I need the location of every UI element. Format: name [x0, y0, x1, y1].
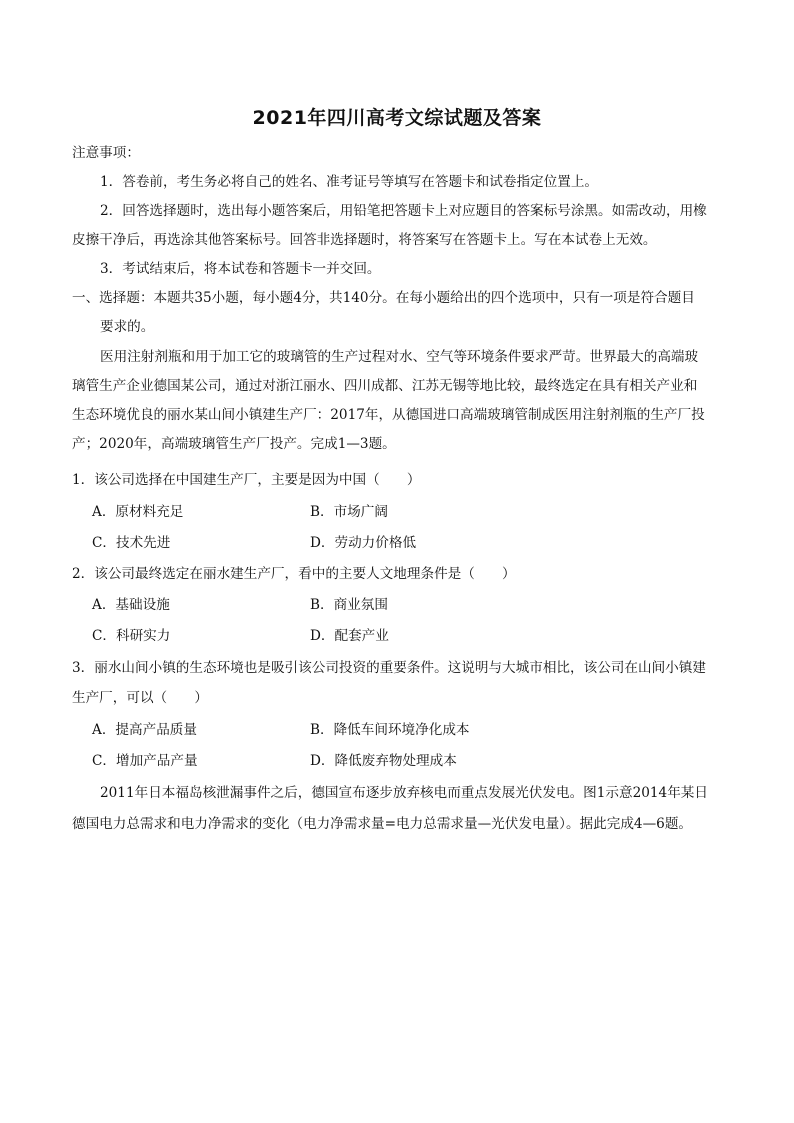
- passage-1-line: 产；2020年，高端玻璃管生产厂投产。完成1—3题。: [72, 436, 396, 452]
- question-2-option-b: B．商业氛围: [310, 597, 388, 613]
- passage-1-line: 生态环境优良的丽水某山间小镇建生产厂：2017年，从德国进口高端玻璃管制成医用注射剂瓶的生产厂投: [72, 407, 705, 423]
- question-2-stem: 2．该公司最终选定在丽水建生产厂，看中的主要人文地理条件是（ ）: [72, 566, 516, 582]
- question-2-option-a: A．基础设施: [92, 597, 170, 613]
- passage-1-line: 医用注射剂瓶和用于加工它的玻璃管的生产过程对水、空气等环境条件要求严苛。世界最大的高端玻: [100, 349, 699, 365]
- question-2-option-d: D．配套产业: [310, 628, 389, 644]
- question-3-option-c: C．增加产品产量: [92, 753, 198, 769]
- question-1-stem: 1．该公司选择在中国建生产厂，主要是因为中国（ ）: [72, 472, 421, 488]
- notice-item-2-line-1: 2．回答选择题时，选出每小题答案后，用铅笔把答题卡上对应题目的答案标号涂黑。如需改动，用橡: [100, 203, 707, 219]
- passage-2-line: 德国电力总需求和电力净需求的变化（电力净需求量=电力总需求量—光伏发电量）。据此完成4—6题。: [72, 816, 693, 832]
- section-heading-line-2: 要求的。: [100, 319, 155, 335]
- question-2-option-c: C．科研实力: [92, 628, 171, 644]
- question-3-option-d: D．降低废弃物处理成本: [310, 753, 457, 769]
- notice-item-3: 3．考试结束后，将本试卷和答题卡一并交回。: [100, 261, 381, 277]
- page-title: 2021年四川高考文综试题及答案: [252, 107, 542, 129]
- question-3-stem-line-2: 生产厂，可以（ ）: [72, 690, 208, 706]
- question-3-option-b: B．降低车间环境净化成本: [310, 722, 470, 738]
- question-3-stem-line-1: 3．丽水山间小镇的生态环境也是吸引该公司投资的重要条件。这说明与大城市相比，该公司在山间小镇建: [72, 660, 706, 676]
- question-1-option-c: C．技术先进: [92, 535, 171, 551]
- question-3-option-a: A．提高产品质量: [92, 722, 197, 738]
- passage-1-line: 璃管生产企业德国某公司，通过对浙江丽水、四川成都、江苏无锡等地比较，最终选定在具有相关产业和: [72, 378, 698, 394]
- question-1-option-a: A．原材料充足: [92, 504, 184, 520]
- section-heading-line-1: 一、选择题：本题共35小题，每小题4分，共140分。在每小题给出的四个选项中，只有一项是符合题目: [72, 290, 695, 306]
- notice-item-2-line-2: 皮擦干净后，再选涂其他答案标号。回答非选择题时，将答案写在答题卡上。写在本试卷上无效。: [72, 232, 657, 248]
- notice-item-1: 1．答卷前，考生务必将自己的姓名、准考证号等填写在答题卡和试卷指定位置上。: [100, 174, 599, 190]
- question-1-option-b: B．市场广阔: [310, 504, 388, 520]
- passage-2-line: 2011年日本福岛核泄漏事件之后，德国宣布逐步放弃核电而重点发展光伏发电。图1示意2014年某日: [100, 785, 708, 801]
- notice-heading: 注意事项：: [72, 145, 140, 161]
- question-1-option-d: D．劳动力价格低: [310, 535, 417, 551]
